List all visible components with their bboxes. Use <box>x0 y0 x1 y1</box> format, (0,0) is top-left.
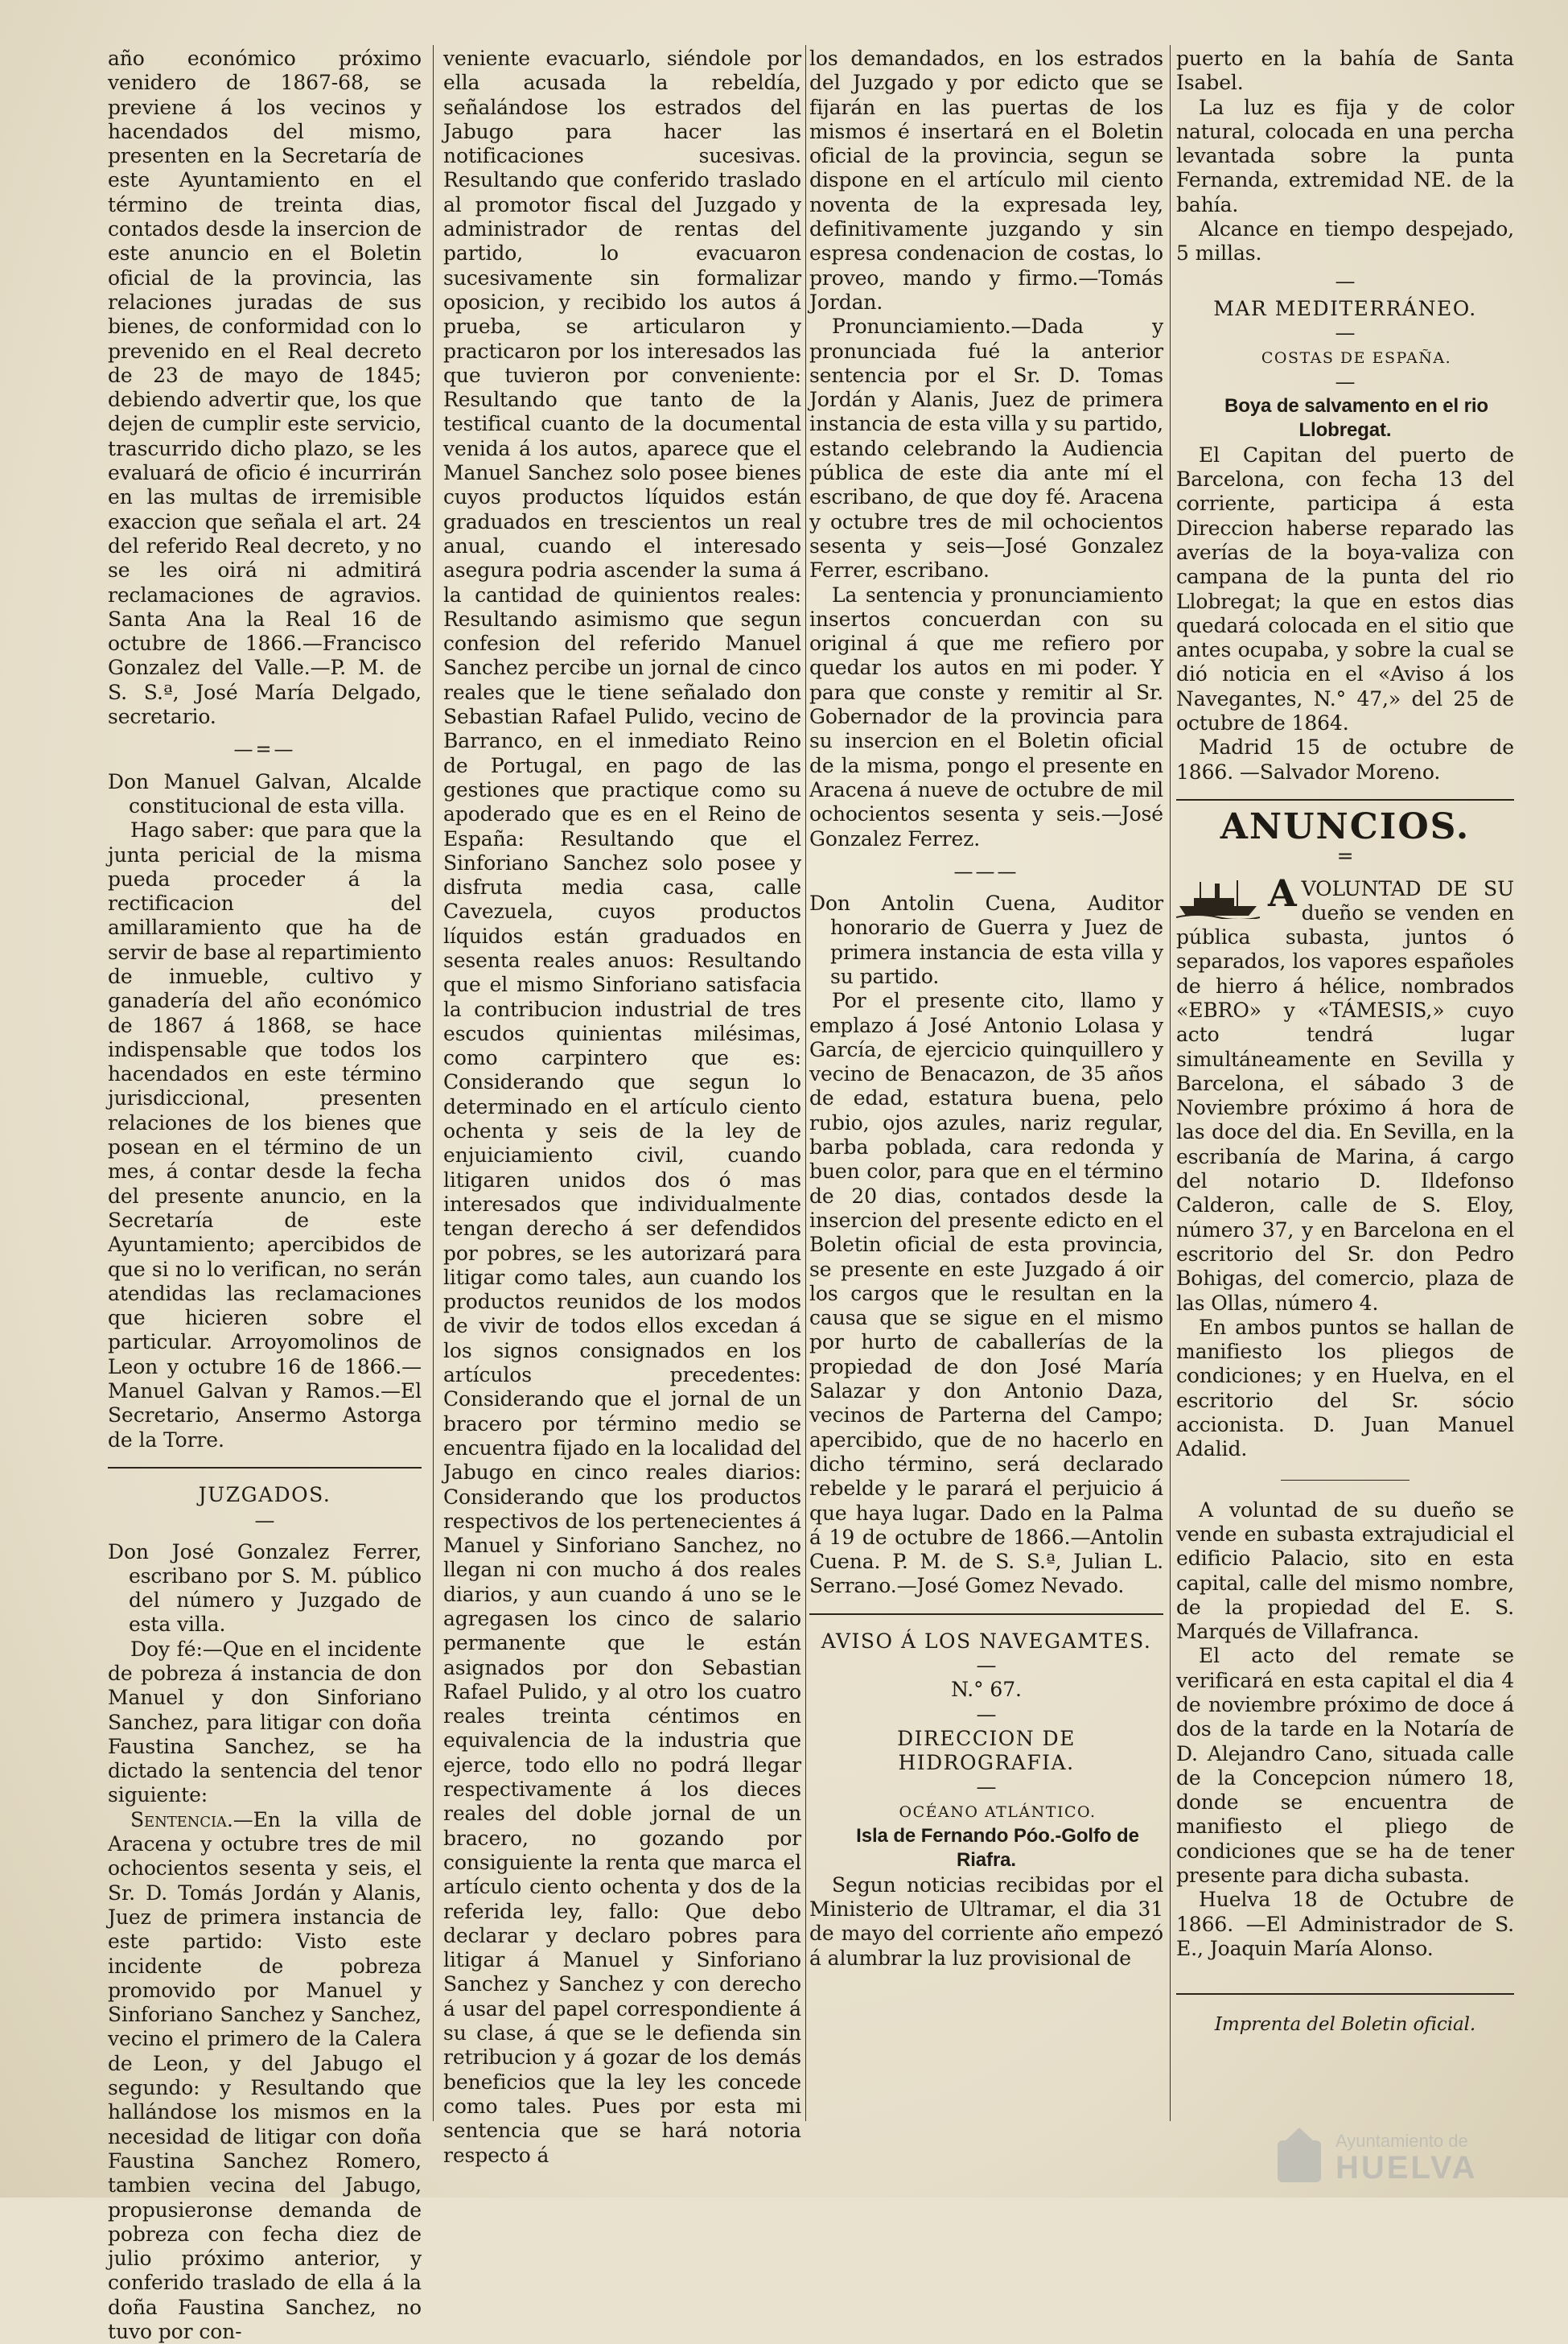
aviso-fernando-poo: Segun noticias recibidas por el Ministerio de Ultramar, el dia 31 de mayo del corriente año empezó á alumbrar la luz provisional de <box>809 1872 1163 1970</box>
aviso-luz: La luz es fija y de color natural, colocada en una percha levantada sobre la punta Fernanda, extremidad NE. de la bahía. <box>1176 95 1514 216</box>
sentencia-paragraph <box>108 1808 422 2344</box>
short-dash: — <box>976 1702 997 1726</box>
sentencia-label: Sentencia. <box>130 1807 233 1831</box>
sentencia-concuerdan: La sentencia y pronunciamiento insertos concuerdan con su original á que me refiero por quedar los autos en mi poder. Y para que conste y remitir al Sr. Gobernador de la provincia para su insercion en el Boletin oficial de la misma, pongo el presente en Aracena á nueve de octubre de mil ochocientos sesenta y seis.—José Gonzalez Ferrez. <box>809 583 1163 851</box>
notice-heading-galvan: Don Manuel Galvan, Alcalde constitucional de esta villa. <box>108 769 422 818</box>
anuncio-vapores <box>1176 871 1514 1316</box>
edicto-lolasa: Por el presente cito, llamo y emplazo á José Antonio Lolasa y García, de ejercicio quinquillero y vecino de Benacazon, de 35 años de edad, estatura buena, pelo rubio, ojos azules, nariz regular, barba poblada, cara redonda y buen color, para que en el término de 20 dias, contados desde la insercion del presente edicto en el Boletin oficial de esta provincia, se presente en este Juzgado á oir los cargos que le resultan en la causa que se sigue en el mismo por hurto de caballerías de la propiedad de don José María Salazar y don Antonio Daza, vecinos de Parterna del Campo; apercibido, que de no hacerlo en dicho término, será declarado rebelde y le parará el perjuicio á que haya lugar. Dado en la Palma á 19 de octubre de 1866.—Antolin Cuena. P. M. de S. S.ª, Julian L. Serrano.—José Gomez Nevado. <box>809 989 1163 1598</box>
section-rule <box>1176 1993 1514 1995</box>
aviso-barcelona: El Capitan del puerto de Barcelona, con fecha 13 del corriente, participa á esta Direccion haberse reparado las averías de la boya-valiza con campana de la punta del rio Llobregat; la que en estos dias quedará colocada en el sitio que antes ocupaba, y sobre la cual se dió noticia en el «Aviso á los Navegantes, N.° 47,» del 25 de octubre de 1864. <box>1176 443 1514 735</box>
short-dash: — <box>1335 269 1356 293</box>
section-rule <box>1176 799 1514 801</box>
oceano-atlantico: OCÉANO ATLÁNTICO. <box>899 1802 1097 1821</box>
double-dash: = <box>1336 844 1354 868</box>
column-2 <box>443 47 801 2168</box>
anuncio-vapores-text: VOLUNTAD DE SU dueño se venden en pública subasta, juntos ó separados, los vapores españoles de hierro á hélice, nombrados «EBRO» y «TÁMESIS,» cuyo acto tendrá lugar simultáneamente en Sevilla y Barcelona, el sábado 3 de Noviembre próximo á hora de las doce del dia. En Sevilla, en la escribanía de Marina, á cargo del notario D. Ildefonso Calderon, calle de S. Eloy, número 37, y en Barcelona en el escritorio del Sr. don Pedro Bohigas, del comercio, plaza de las Ollas, número 4. <box>1176 876 1514 1315</box>
column-3 <box>809 47 1163 1971</box>
notice-heading-ferrer: Don José Gonzalez Ferrer, escribano por S. M. público del número y Juzgado de esta villa. <box>108 1539 422 1637</box>
sentencia-text: —En la villa de Aracena y octubre tres de mil ochocientos sesenta y seis, el Sr. D. Tomás Jordán y Alanis, Juez de primera instancia de este partido: Visto este incidente de pobreza promovido por Manuel y Sinforiano Sanchez y Sanchez, vecino el primero de la Calera de Leon, y del Jabugo el segundo: y Resultando que hallándose los mismos en la necesidad de litigar con doña Faustina Sanchez Romero, tambien vecina del Jabugo, propusieronse demanda de pobreza con fecha diez de julio próximo anterior, y conferido traslado de ella á la doña Faustina Sanchez, no tuvo por con- <box>108 1807 422 2344</box>
mar-mediterraneo: MAR MEDITERRÁNEO. <box>1213 296 1477 320</box>
notice-arroyomolinos: Hago saber: que para que la junta pericial de la misma pueda proceder á la rectificacion del amillaramiento que ha de servir de base al repartimiento de inmueble, cultivo y ganadería del año económico de 1867 á 1868, se hace indispensable que todos los hacendados en este término jurisdiccional, presenten relaciones de los bienes que posean en el término de un mes, á contar desde la fecha del presente anuncio, en la Secretaría de este Ayuntamiento; apercibidos de que si no lo verifican, no serán atendidas las reclamaciones que hicieren sobre el particular. Arroyomolinos de Leon y octubre 16 de 1866.—Manuel Galvan y Ramos.—El Secretario, Ansermo Astorga de la Torre. <box>108 818 422 1452</box>
notice-doy-fe: Doy fé:—Que en el incidente de pobreza á instancia de don Manuel y don Sinforiano Sanchez, para litigar con doña Faustina Sanchez, se ha dictado la sentencia del tenor siguiente: <box>108 1637 422 1807</box>
notice-heading-cuena: Don Antolin Cuena, Auditor honorario de Guerra y Juez de primera instancia de esta villa y su partido. <box>809 892 1163 988</box>
aviso-santa-isabel: puerto en la bahía de Santa Isabel. <box>1176 47 1514 95</box>
anuncios-title: ANUNCIOS. <box>1220 805 1471 847</box>
crest-icon <box>1271 2124 1327 2189</box>
watermark-line2: HUELVA <box>1335 2150 1478 2185</box>
ship-icon <box>1176 877 1260 919</box>
section-rule <box>809 1613 1163 1615</box>
anuncio-palacio-remate: El acto del remate se verificará en esta capital el dia 4 de noviembre próximo de doce á dos de la tarde en la Notaría de D. Alejandro Cano, situada calle de la Concepcion número 18, donde se encuentra de manifiesto el pliego de condiciones que se ha de tener presente para dicha subasta. <box>1176 1644 1514 1888</box>
short-dash: — <box>976 1775 997 1799</box>
sentencia-continuation: veniente evacuarlo, siéndole por ella acusada la rebeldía, señalándose los estrados del Jabugo para hacer las notificaciones sucesivas. Resultando que conferido traslado al promotor fiscal del Juzgado y administrador de rentas del partido, lo evacuaron sucesivamente sin formalizar oposicion, y recibido los autos á prueba, se articularon y practicaron por los interesados las que tuvieron por conveniente: Resultando que tanto de la testifical cuanto de la documental venida á los autos, aparece que el Manuel Sanchez solo posee bienes cuyos productos líquidos están graduados en trescientos un real anual, cuando el interesado asegura podria ascender la suma á la cantidad de quinientos reales: Resultando asimismo que segun confesion del referido Manuel Sanchez percibe un jornal de cinco reales que le tiene señalado don Sebastian Rafael Pulido, vecino de Barranco, en el inmediato Reino de Portugal, en pago de las gestiones que practique como su apoderado que es en el Reino de España: Resultando que el Sinforiano Sanchez solo posee y disfruta media casa, calle Cavezuela, cuyos productos líquidos están graduados en sesenta reales anuos: Resultando que el mismo Sinforiano satisfacia la contribucion industrial de tres escudos quinientas milésimas, como carpintero que es: Considerando que segun lo determinado en el artículo ciento ochenta y seis de la ley de enjuiciamiento civil, cuando litigaren unidos dos ó mas interesados que individualmente tengan derecho á ser defendidos por pobres, se les autorizará para litigar como tales, aun cuando los productos reunidos de los modos de vivir de todos ellos excedan á los signos consignados en los artículos precedentes: Considerando que el jornal de un bracero por término medio se encuentra fijado en la localidad del Jabugo en cinco reales diarios: Considerando que los productos respectivos de los pertenecientes á Manuel y Sinforiano Sanchez, no llegan ni con mucho á dos reales diarios, y aun cuando á uno se le agregasen los cinco de salario permanente que le están asignados por don Sebastian Rafael Pulido, y al otro los cuatro reales treinta céntimos en equivalencia de la industria que ejerce, todo ello no podrá llegar respectivamente á los dieces reales del doble jornal de un bracero, no gozando por consiguiente la renta que marca el artículo ciento ochenta y dos de la referida ley, fallo: Que debo declarar y declaro pobres para litigar á Manuel y Sinforiano Sanchez y Sanchez y con derecho á usar del papel correspondiente á su clase, á que se le defienda sin retribucion y á gozar de los demás beneficios que la ley les concede como tales. Pues por esta mi sentencia que se hará notoria respecto á <box>443 47 801 2167</box>
short-dash: — <box>254 1509 275 1533</box>
aviso-number: N.° 67. <box>951 1678 1022 1702</box>
archive-watermark <box>1271 2124 1537 2189</box>
costas-espana: COSTAS DE ESPAÑA. <box>1261 348 1452 367</box>
column-1 <box>108 47 422 2344</box>
column-divider <box>433 45 434 2121</box>
boya-llobregat: Boya de salvamento en el rio Llobregat. <box>1224 395 1488 442</box>
short-dash: — <box>1335 321 1356 345</box>
isla-fernando-poo: Isla de Fernando Póo.-Golfo de Riafra. <box>856 1825 1139 1872</box>
column-divider <box>1170 45 1171 2121</box>
short-dash: — <box>976 1654 997 1677</box>
column-divider <box>805 45 806 2121</box>
anuncio-palacio: A voluntad de su dueño se vende en subasta extrajudicial el edificio Palacio, sito en esta capital, calle del mismo nombre, de la propiedad del E. S. Marqués de Villafranca. <box>1176 1497 1514 1644</box>
section-title-aviso-navegantes: AVISO Á LOS NAVEGAMTES. <box>821 1629 1152 1653</box>
watermark-line1: Ayuntamiento de <box>1335 2131 1468 2151</box>
section-title-juzgados: JUZGADOS. <box>198 1482 331 1506</box>
short-dash: — <box>1335 369 1356 393</box>
separator: —=— <box>233 738 296 761</box>
aviso-alcance: Alcance en tiempo despejado, 5 millas. <box>1176 217 1514 266</box>
short-rule <box>1281 1480 1410 1481</box>
anuncio-palacio-firma: Huelva 18 de Octubre de 1866. —El Administrador de S. E., Joaquin María Alonso. <box>1176 1888 1514 1960</box>
sentencia-end: los demandados, en los estrados del Juzgado y por edicto que se fijarán en las puertas de los mismos é insertará en el Boletin oficial de la provincia, segun se dispone en el artículo mil ciento noventa de la expresada ley, definitivamente juzgando y sin espresa condenacion de costas, lo proveo, mando y firmo.—Tomás Jordan. <box>809 47 1163 314</box>
notice-santa-ana: año económico próximo venidero de 1867-68, se previene á los vecinos y hacendados del mismo, presenten en la Secretaría de este Ayuntamiento en el término de treinta dias, contados desde la insercion de este anuncio en el Boletin oficial de la provincia, las relaciones juradas de sus bienes, de conformidad con lo prevenido en el Real decreto de 23 de mayo de 1845; debiendo advertir que, los que dejen de cumplir este servicio, trascurrido dicho plazo, se les evaluará de oficio é incurrirán en las multas de irremisible exaccion que señala el art. 24 del referido Real decreto, y no se les oirá ni admitirá reclamaciones de agravios. Santa Ana la Real 16 de octubre de 1866.—Francisco Gonzalez del Valle.—P. M. de S. S.ª, José María Delgado, secretario. <box>108 47 422 729</box>
column-4 <box>1176 47 1514 2037</box>
anuncio-vapores-pliegos: En ambos puntos se hallan de manifiesto los pliegos de condiciones; y en Huelva, en el escritorio del Sr. sócio accionista. D. Juan Manuel Adalid. <box>1176 1315 1514 1461</box>
direccion-hidrografia: DIRECCION DE HIDROGRAFIA. <box>897 1726 1076 1775</box>
drop-cap: A <box>1268 871 1297 915</box>
imprenta-footer: Imprenta del Boletin oficial. <box>1214 2014 1476 2036</box>
pronunciamiento: Pronunciamiento.—Dada y pronunciada fué la anterior sentencia por el Sr. D. Tomas Jordán y Alanis, Juez de primera instancia de esta villa y su partido, estando celebrando la Audiencia pública de este dia ante mí el escribano, de que doy fé. Aracena y octubre tres de mil ochocientos sesenta y seis—José Gonzalez Ferrer, escribano. <box>809 315 1163 583</box>
separator: ——— <box>953 859 1019 883</box>
aviso-madrid-firma: Madrid 15 de octubre de 1866. —Salvador Moreno. <box>1176 735 1514 784</box>
section-rule <box>108 1467 422 1469</box>
